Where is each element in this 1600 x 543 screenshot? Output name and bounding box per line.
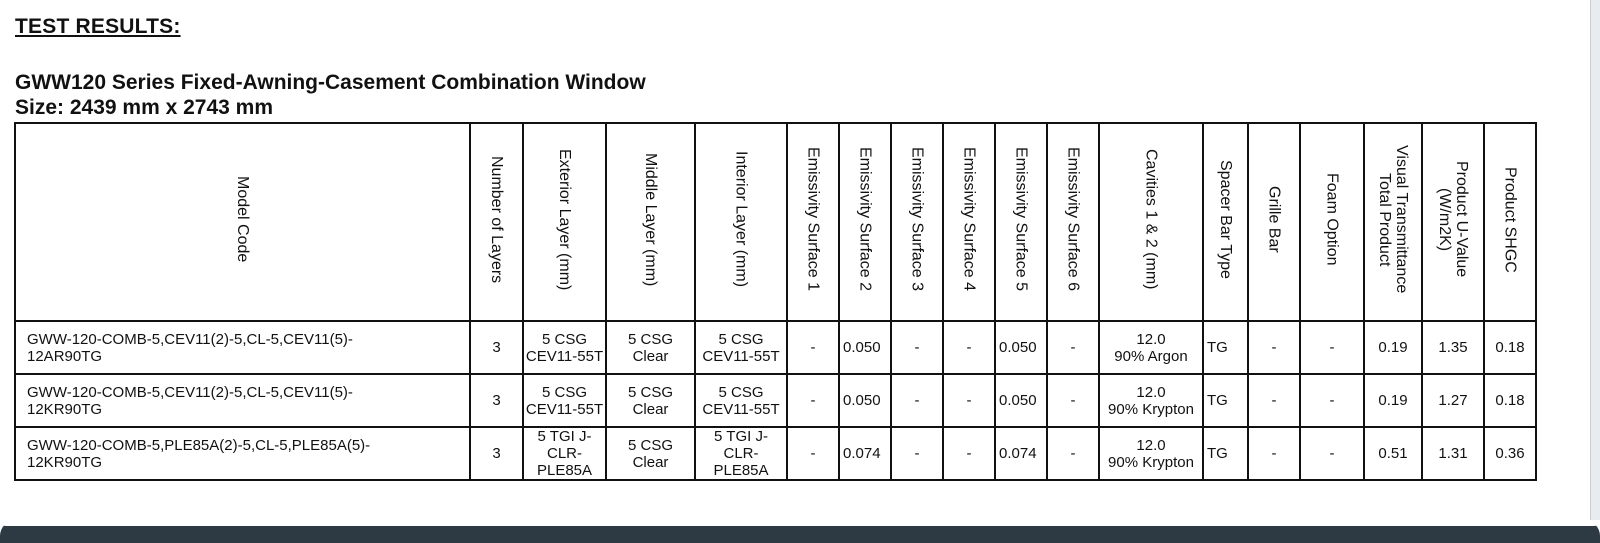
- cell-line: 5 CSG: [718, 383, 764, 401]
- col-spacer-bar: [1203, 123, 1248, 321]
- model-code-line: GWW-120-COMB-5,PLE85A(2)-5,CL-5,PLE85A(5)-: [27, 436, 371, 454]
- vertical-scrollbar[interactable]: [1590, 0, 1600, 520]
- col-grille-bar: [1248, 123, 1300, 321]
- col-emissivity-6: [1047, 123, 1099, 321]
- spacer-bar-cell: TG: [1203, 427, 1248, 480]
- middle-layer-cell: [606, 427, 695, 480]
- page-bottom-edge: [0, 520, 1600, 526]
- table-row: [15, 427, 1536, 480]
- emissivity-1-cell: -: [787, 321, 839, 374]
- cell-line: CEV11-55T: [702, 400, 780, 418]
- col-label: Interior Layer (mm): [732, 151, 750, 288]
- section-heading: TEST RESULTS:: [15, 15, 181, 38]
- visual-transmittance-cell: 0.19: [1364, 321, 1422, 374]
- emissivity-2-cell: 0.074: [839, 427, 891, 480]
- model-code-line: 12AR90TG: [27, 347, 103, 365]
- col-label: Emissivity Surface 1: [804, 147, 822, 292]
- model-code-line: 12KR90TG: [27, 400, 103, 418]
- cell-line: 5 CSG: [627, 383, 673, 401]
- cell-line: 5 TGI J-: [537, 428, 592, 445]
- exterior-layer-cell: [523, 321, 606, 374]
- u-value-cell: 1.27: [1422, 374, 1484, 427]
- emissivity-3-cell: -: [891, 374, 943, 427]
- col-shgc: [1484, 123, 1536, 321]
- emissivity-5-cell: 0.074: [995, 427, 1047, 480]
- col-label: Emissivity Surface 2: [856, 147, 874, 292]
- window-title: GWW120 Series Fixed-Awning-Casement Combination Window: [15, 71, 646, 94]
- col-label: Product U-Value (W/m2K): [1436, 161, 1470, 278]
- model-code-line: GWW-120-COMB-5,CEV11(2)-5,CL-5,CEV11(5)-: [27, 383, 353, 401]
- emissivity-4-cell: -: [943, 427, 995, 480]
- col-number-of-layers: [470, 123, 523, 321]
- col-emissivity-1: [787, 123, 839, 321]
- foam-option-cell: -: [1300, 427, 1364, 480]
- col-emissivity-2: [839, 123, 891, 321]
- cell-line: 90% Argon: [1114, 347, 1188, 365]
- col-label: Emissivity Surface 5: [1012, 147, 1030, 292]
- cell-line: 12.0: [1136, 330, 1166, 348]
- col-model-code: [15, 123, 470, 321]
- cell-line: 12.0: [1136, 436, 1166, 454]
- emissivity-5-cell: 0.050: [995, 321, 1047, 374]
- cell-line: Clear: [632, 400, 669, 418]
- col-middle-layer: [606, 123, 695, 321]
- cavities-cell: [1099, 374, 1203, 427]
- col-label: Emissivity Surface 6: [1064, 147, 1082, 292]
- layers-cell: 3: [470, 427, 523, 480]
- col-label: Emissivity Surface 4: [960, 147, 978, 292]
- table-row: [15, 321, 1536, 374]
- cell-line: 90% Krypton: [1108, 453, 1194, 471]
- cell-line: CEV11-55T: [525, 347, 604, 365]
- interior-layer-cell: [695, 374, 787, 427]
- cell-line: 12.0: [1136, 383, 1166, 401]
- visual-transmittance-cell: 0.51: [1364, 427, 1422, 480]
- grille-bar-cell: -: [1248, 374, 1300, 427]
- col-label: Visual Transmittance Total Product: [1376, 145, 1410, 294]
- cell-line: CEV11-55T: [702, 347, 780, 365]
- viewer-bottom-frame: [0, 520, 1600, 543]
- cell-line: 5 CSG: [541, 383, 587, 401]
- cell-line: PLE85A: [536, 462, 593, 479]
- emissivity-6-cell: -: [1047, 427, 1099, 480]
- cell-line: PLE85A: [713, 462, 769, 479]
- cavities-cell: [1099, 321, 1203, 374]
- col-label: Middle Layer (mm): [642, 152, 659, 287]
- col-emissivity-4: [943, 123, 995, 321]
- cell-line: 5 CSG: [718, 330, 764, 348]
- cell-line: CLR-: [546, 445, 582, 462]
- col-label: Cavities 1 & 2 (mm): [1142, 149, 1160, 290]
- interior-layer-cell: [695, 321, 787, 374]
- col-label: Spacer Bar Type: [1217, 160, 1234, 279]
- col-label: Number of Layers: [488, 155, 505, 284]
- table-row: [15, 374, 1536, 427]
- exterior-layer-cell: [523, 427, 606, 480]
- emissivity-4-cell: -: [943, 374, 995, 427]
- model-code-cell: [15, 427, 470, 480]
- col-u-value: [1422, 123, 1484, 321]
- grille-bar-cell: -: [1248, 427, 1300, 480]
- col-label: Product SHGC: [1501, 166, 1519, 273]
- col-label: Model Code: [234, 176, 251, 263]
- col-interior-layer: [695, 123, 787, 321]
- emissivity-3-cell: -: [891, 321, 943, 374]
- col-exterior-layer: [523, 123, 606, 321]
- u-value-cell: 1.35: [1422, 321, 1484, 374]
- emissivity-6-cell: -: [1047, 374, 1099, 427]
- shgc-cell: 0.18: [1484, 321, 1536, 374]
- cell-line: 5 TGI J-: [714, 428, 768, 445]
- cell-line: CEV11-55T: [525, 400, 604, 418]
- cell-line: Clear: [632, 453, 669, 471]
- model-code-line: 12KR90TG: [27, 453, 103, 471]
- emissivity-1-cell: -: [787, 427, 839, 480]
- cavities-cell: [1099, 427, 1203, 480]
- model-code-line: GWW-120-COMB-5,CEV11(2)-5,CL-5,CEV11(5)-: [27, 330, 353, 348]
- shgc-cell: 0.36: [1484, 427, 1536, 480]
- col-foam-option: [1300, 123, 1364, 321]
- shgc-cell: 0.18: [1484, 374, 1536, 427]
- interior-layer-cell: [695, 427, 787, 480]
- col-label: Exterior Layer (mm): [556, 148, 573, 291]
- exterior-layer-cell: [523, 374, 606, 427]
- emissivity-2-cell: 0.050: [839, 321, 891, 374]
- layers-cell: 3: [470, 321, 523, 374]
- col-emissivity-3: [891, 123, 943, 321]
- spacer-bar-cell: TG: [1203, 321, 1248, 374]
- emissivity-4-cell: -: [943, 321, 995, 374]
- layers-cell: 3: [470, 374, 523, 427]
- test-results-table: [14, 122, 1537, 481]
- model-code-cell: [15, 374, 470, 427]
- u-value-cell: 1.31: [1422, 427, 1484, 480]
- col-cavities: [1099, 123, 1203, 321]
- emissivity-3-cell: -: [891, 427, 943, 480]
- grille-bar-cell: -: [1248, 321, 1300, 374]
- model-code-cell: [15, 321, 470, 374]
- cell-line: 90% Krypton: [1108, 400, 1194, 418]
- cell-line: 5 CSG: [627, 436, 673, 454]
- col-visual-transmittance: [1364, 123, 1422, 321]
- emissivity-2-cell: 0.050: [839, 374, 891, 427]
- visual-transmittance-cell: 0.19: [1364, 374, 1422, 427]
- foam-option-cell: -: [1300, 374, 1364, 427]
- cell-line: Clear: [632, 347, 669, 365]
- col-label: Emissivity Surface 3: [908, 147, 926, 292]
- foam-option-cell: -: [1300, 321, 1364, 374]
- cell-line: 5 CSG: [541, 330, 587, 348]
- emissivity-5-cell: 0.050: [995, 374, 1047, 427]
- spacer-bar-cell: TG: [1203, 374, 1248, 427]
- cell-line: 5 CSG: [627, 330, 673, 348]
- emissivity-6-cell: -: [1047, 321, 1099, 374]
- emissivity-1-cell: -: [787, 374, 839, 427]
- header-row: [15, 123, 1536, 321]
- middle-layer-cell: [606, 321, 695, 374]
- col-label: Foam Option: [1323, 173, 1341, 266]
- col-label: Grille Bar: [1265, 186, 1283, 253]
- middle-layer-cell: [606, 374, 695, 427]
- window-size: Size: 2439 mm x 2743 mm: [15, 96, 273, 119]
- cell-line: CLR-: [723, 445, 759, 462]
- col-emissivity-5: [995, 123, 1047, 321]
